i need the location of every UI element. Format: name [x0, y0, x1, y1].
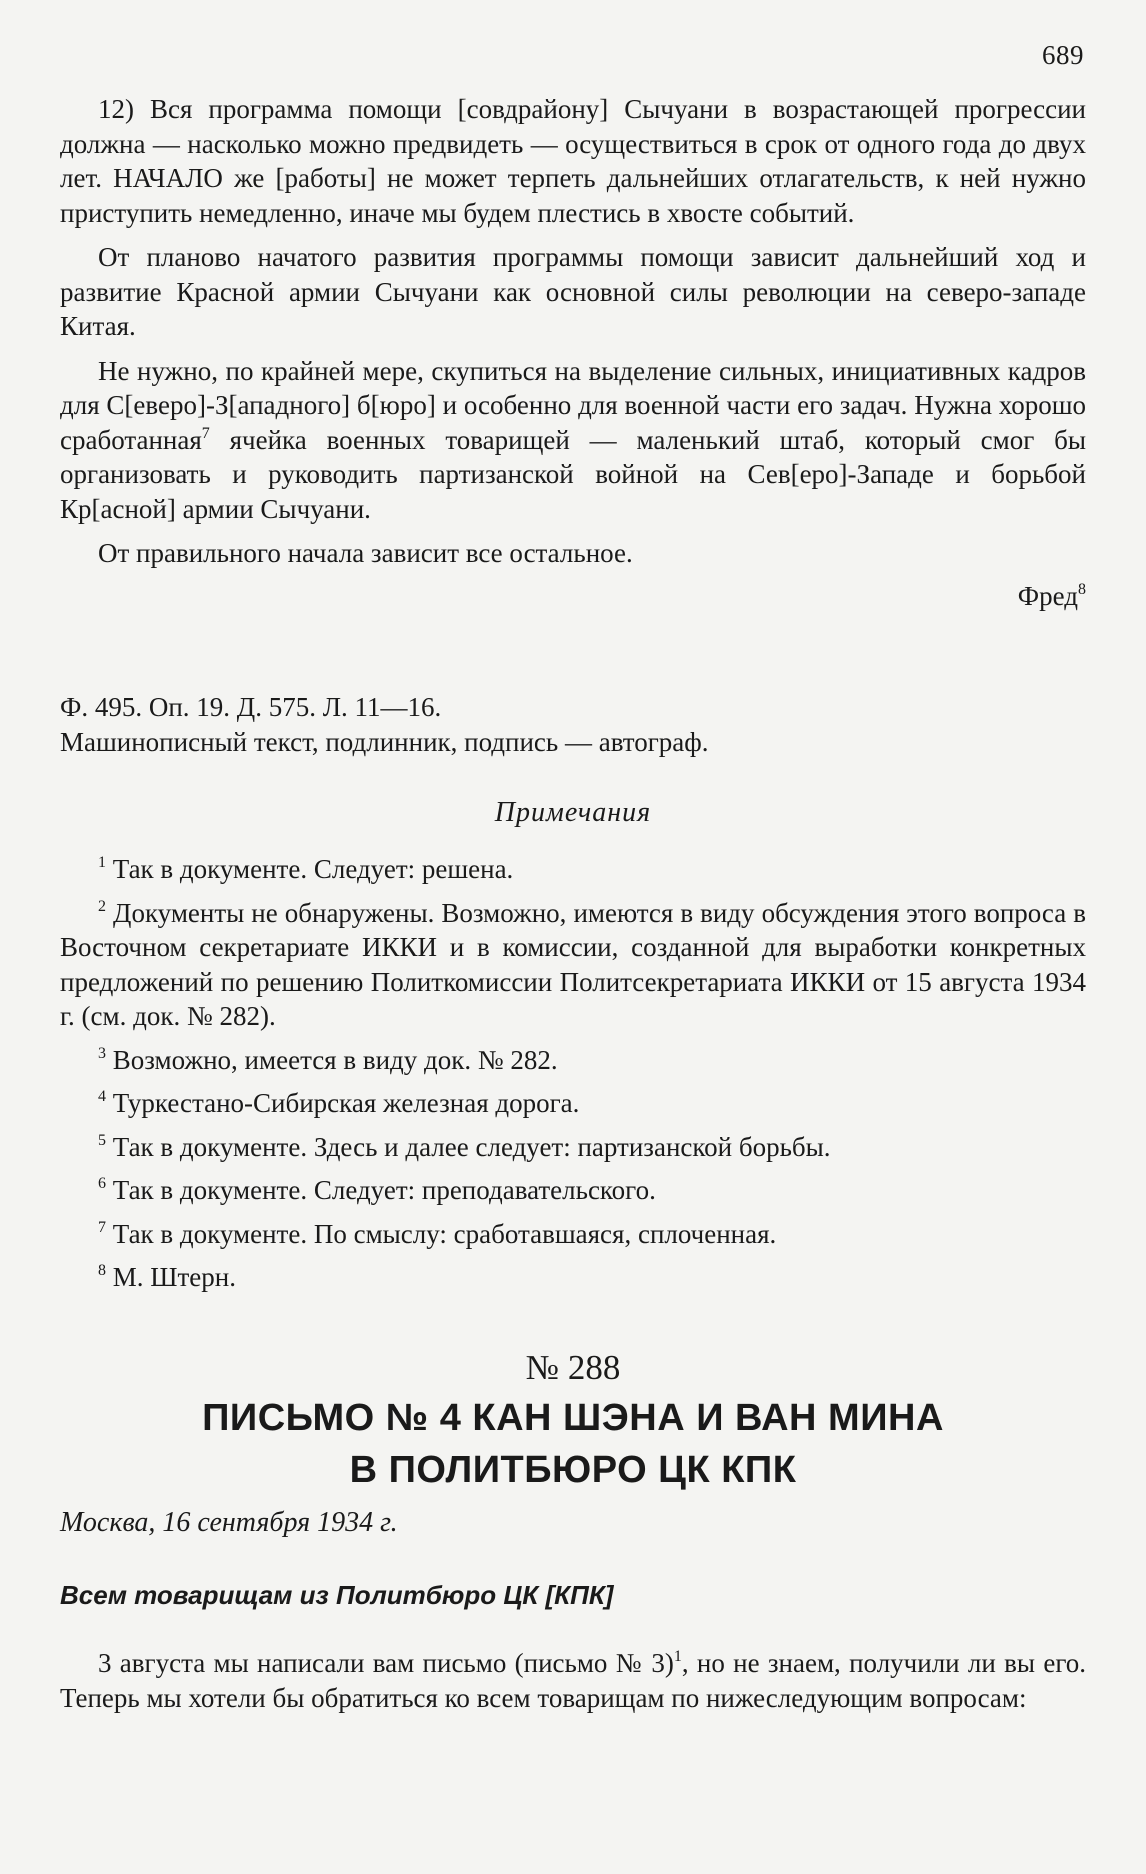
- note-number: 8: [98, 1262, 106, 1279]
- paragraph-cadres-a: Не нужно, по крайней мере, скупиться на выделение сильных, инициативных кадров для С[еверо]-З[ападного] б[юро] и особенно для военной части его задач. Нужна хорошо сработанная: [60, 355, 1086, 455]
- note-number: 2: [98, 897, 106, 915]
- document-number: № 288: [525, 1348, 621, 1387]
- document-heading: [60, 1392, 1086, 1496]
- heading-line-1: ПИСЬМО № 4 КАН ШЭНА И ВАН МИНА: [202, 1397, 944, 1439]
- first-para-a: 3 августа мы написали вам письмо (письмо № 3): [98, 1648, 674, 1678]
- note-text: М. Штерн.: [112, 1262, 236, 1292]
- letter-body: [60, 92, 1086, 623]
- note-item: [60, 1260, 1086, 1295]
- footnote-ref-1: 1: [673, 1648, 682, 1665]
- note-item: [60, 896, 1086, 1034]
- note-item: [60, 1217, 1086, 1252]
- note-text: Так в документе. Здесь и далее следует: партизанской борьбы.: [112, 1131, 831, 1162]
- note-number: 7: [98, 1218, 106, 1236]
- paragraph-program-dev: От планово начатого развития программы помощи зависит дальнейший ход и развитие Красной армии Сычуани как основной силы революции на северо-западе Китая.: [60, 242, 1086, 341]
- page-number: 689: [1042, 40, 1084, 70]
- note-number: 5: [98, 1131, 106, 1149]
- archive-description: Машинописный текст, подлинник, подпись — автограф.: [60, 726, 709, 757]
- paragraph-start: От правильного начала зависит все остальное.: [98, 538, 633, 568]
- note-item: [60, 1086, 1086, 1121]
- signature: [60, 579, 1086, 614]
- notes-list: [60, 852, 1086, 1304]
- note-number: 3: [98, 1044, 106, 1062]
- paragraph-cadres: [60, 354, 1086, 527]
- footnote-ref-8: 8: [1078, 580, 1086, 598]
- note-item: [60, 1043, 1086, 1078]
- place-date: Москва, 16 сентября 1934 г.: [60, 1507, 398, 1538]
- note-text: Так в документе. Следует: решена.: [112, 854, 514, 884]
- note-text: Так в документе. По смыслу: сработавшаяся, сплоченная.: [112, 1218, 777, 1249]
- note-number: 4: [98, 1088, 106, 1105]
- letter-288-paragraph-1: [60, 1646, 1086, 1715]
- note-number: 1: [98, 854, 106, 871]
- archive-info: [60, 690, 1086, 759]
- note-text: Туркестано-Сибирская железная дорога.: [112, 1088, 580, 1118]
- salutation: Всем товарищам из Политбюро ЦК [КПК]: [60, 1580, 614, 1610]
- paragraph-12: 12) Вся программа помощи [совдрайону] Сычуани в возрастающей прогрессии должна — насколько можно предвидеть — осуществиться в срок от одного года до двух лет. НАЧАЛО же [работы] не может терпеть дальнейших отлагательств, к ней нужно приступить немедленно, иначе мы будем плестись в хвосте событий.: [60, 94, 1086, 228]
- archive-reference: Ф. 495. Оп. 19. Д. 575. Л. 11—16.: [60, 692, 442, 722]
- note-item: [60, 1173, 1086, 1208]
- note-text: Документы не обнаружены. Возможно, имеются в виду обсуждения этого вопроса в Восточном секретариате ИККИ и в комиссии, созданной для выработки конкретных предложений по решению Политкомиссии Политсекретариата ИККИ от 15 августа 1934 г. (см. док. № 282).: [60, 897, 1087, 1031]
- paragraph-cadres-b: ячейка военных товарищей — маленький штаб, который смог бы организовать и руководить партизанской войной на Сев[еро]-Западе и борьбой Кр[асной] армии Сычуани.: [60, 424, 1087, 524]
- note-number: 6: [98, 1175, 106, 1192]
- note-text: Так в документе. Следует: преподавательского.: [112, 1175, 656, 1205]
- note-item: [60, 1130, 1086, 1165]
- note-text: Возможно, имеется в виду док. № 282.: [112, 1044, 558, 1075]
- heading-line-2: В ПОЛИТБЮРО ЦК КПК: [349, 1449, 797, 1491]
- notes-title: Примечания: [494, 797, 652, 828]
- letter-288-body: [60, 1646, 1086, 1725]
- first-para-b: , но не знаем, получили ли вы его. Теперь мы хотели бы обратиться ко всем товарищам по нижеследующим вопросам:: [60, 1648, 1086, 1713]
- signature-name: Фред: [1017, 580, 1078, 611]
- note-item: [60, 852, 1086, 887]
- footnote-ref-7: 7: [201, 424, 210, 442]
